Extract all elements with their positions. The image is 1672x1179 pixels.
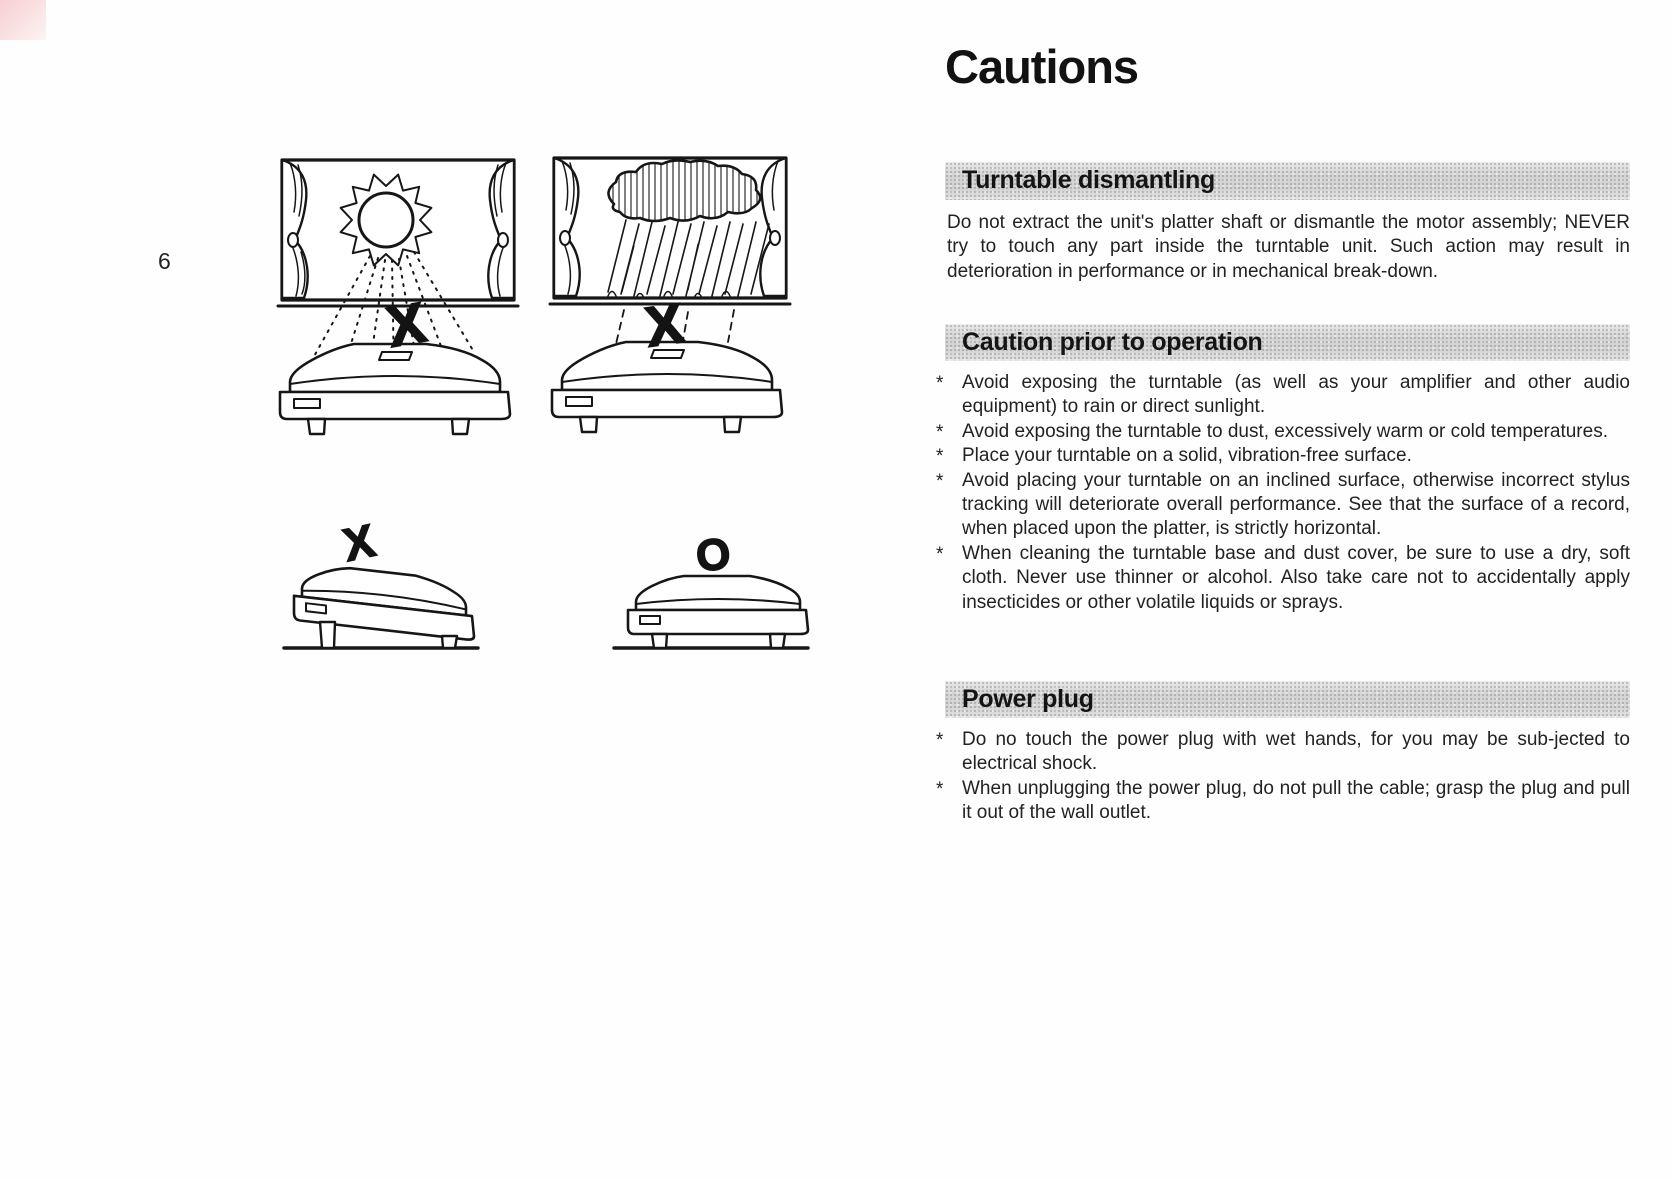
illustration-level-surface-ok bbox=[606, 498, 816, 660]
bullet-text: Avoid exposing the turntable (as well as your amplifier and other audio equipment) to rain or direct sunlight. bbox=[962, 372, 1630, 418]
page-title: Cautions bbox=[945, 40, 1139, 93]
x-mark: X bbox=[338, 513, 380, 572]
bullet-marker: * bbox=[936, 470, 944, 492]
bullet-text: Avoid exposing the turntable to dust, excessively warm or cold temperatures. bbox=[962, 420, 1608, 442]
bullet-marker: * bbox=[936, 421, 944, 443]
section-body-turntable-dismantling: Do not extract the unit's platter shaft or dismantle the motor assembly; NEVER try to touch any part inside the turntable unit. Such action may result in deterioration in performance or in mechanical break-down. bbox=[947, 212, 1630, 282]
bullet-marker: * bbox=[936, 730, 944, 751]
bullet-text: Avoid placing your turntable on an inclined surface, otherwise incorrect stylus tracking will deteriorate overall performance. See that the surface of a record, when placed upon the platter, is strictly horizontal. bbox=[962, 469, 1630, 540]
bullet-list-caution bbox=[936, 371, 1630, 615]
page-number: 6 bbox=[158, 248, 171, 274]
bullet-item bbox=[936, 444, 1630, 468]
bullet-item bbox=[936, 469, 1630, 542]
bullet-list-power-plug bbox=[936, 728, 1630, 826]
illustration-rain-warning bbox=[538, 146, 796, 448]
bullet-item bbox=[936, 777, 1630, 826]
bullet-marker: * bbox=[936, 446, 944, 468]
bullet-item bbox=[936, 728, 1630, 777]
section-heading-caution-prior-to-operation: Caution prior to operation bbox=[945, 324, 1630, 361]
left-leg bbox=[320, 622, 335, 648]
section-heading-turntable-dismantling: Turntable dismantling bbox=[945, 162, 1630, 200]
bullet-text: Place your turntable on a solid, vibration-free surface. bbox=[962, 445, 1412, 467]
bullet-text: When unplugging the power plug, do not pull the cable; grasp the plug and pull it out of the wall outlet. bbox=[962, 777, 1630, 824]
bullet-item bbox=[936, 371, 1630, 420]
o-mark: O bbox=[693, 529, 733, 582]
bullet-text: When cleaning the turntable base and dust cover, be sure to use a dry, soft cloth. Never use thinner or alcohol. Also take care not to accidentally apply insecticides or other volatile liquids or sprays. bbox=[962, 542, 1630, 613]
bullet-marker: * bbox=[936, 778, 944, 800]
section-heading-power-plug: Power plug bbox=[945, 681, 1630, 718]
bullet-item bbox=[936, 420, 1630, 444]
scan-artifact bbox=[0, 0, 46, 40]
level-turntable-drawing bbox=[628, 576, 808, 648]
bullet-marker: * bbox=[936, 373, 944, 394]
x-mark: X bbox=[641, 290, 688, 359]
illustration-inclined-surface-warning bbox=[278, 498, 488, 660]
right-leg bbox=[442, 636, 457, 648]
illustration-direct-sunlight-warning bbox=[266, 148, 524, 450]
bullet-marker: * bbox=[936, 543, 944, 565]
bullet-text: Do no touch the power plug with wet hands, for you may be sub-jected to electrical shock. bbox=[962, 729, 1630, 775]
x-mark: X bbox=[382, 290, 431, 359]
bullet-item bbox=[936, 542, 1630, 615]
